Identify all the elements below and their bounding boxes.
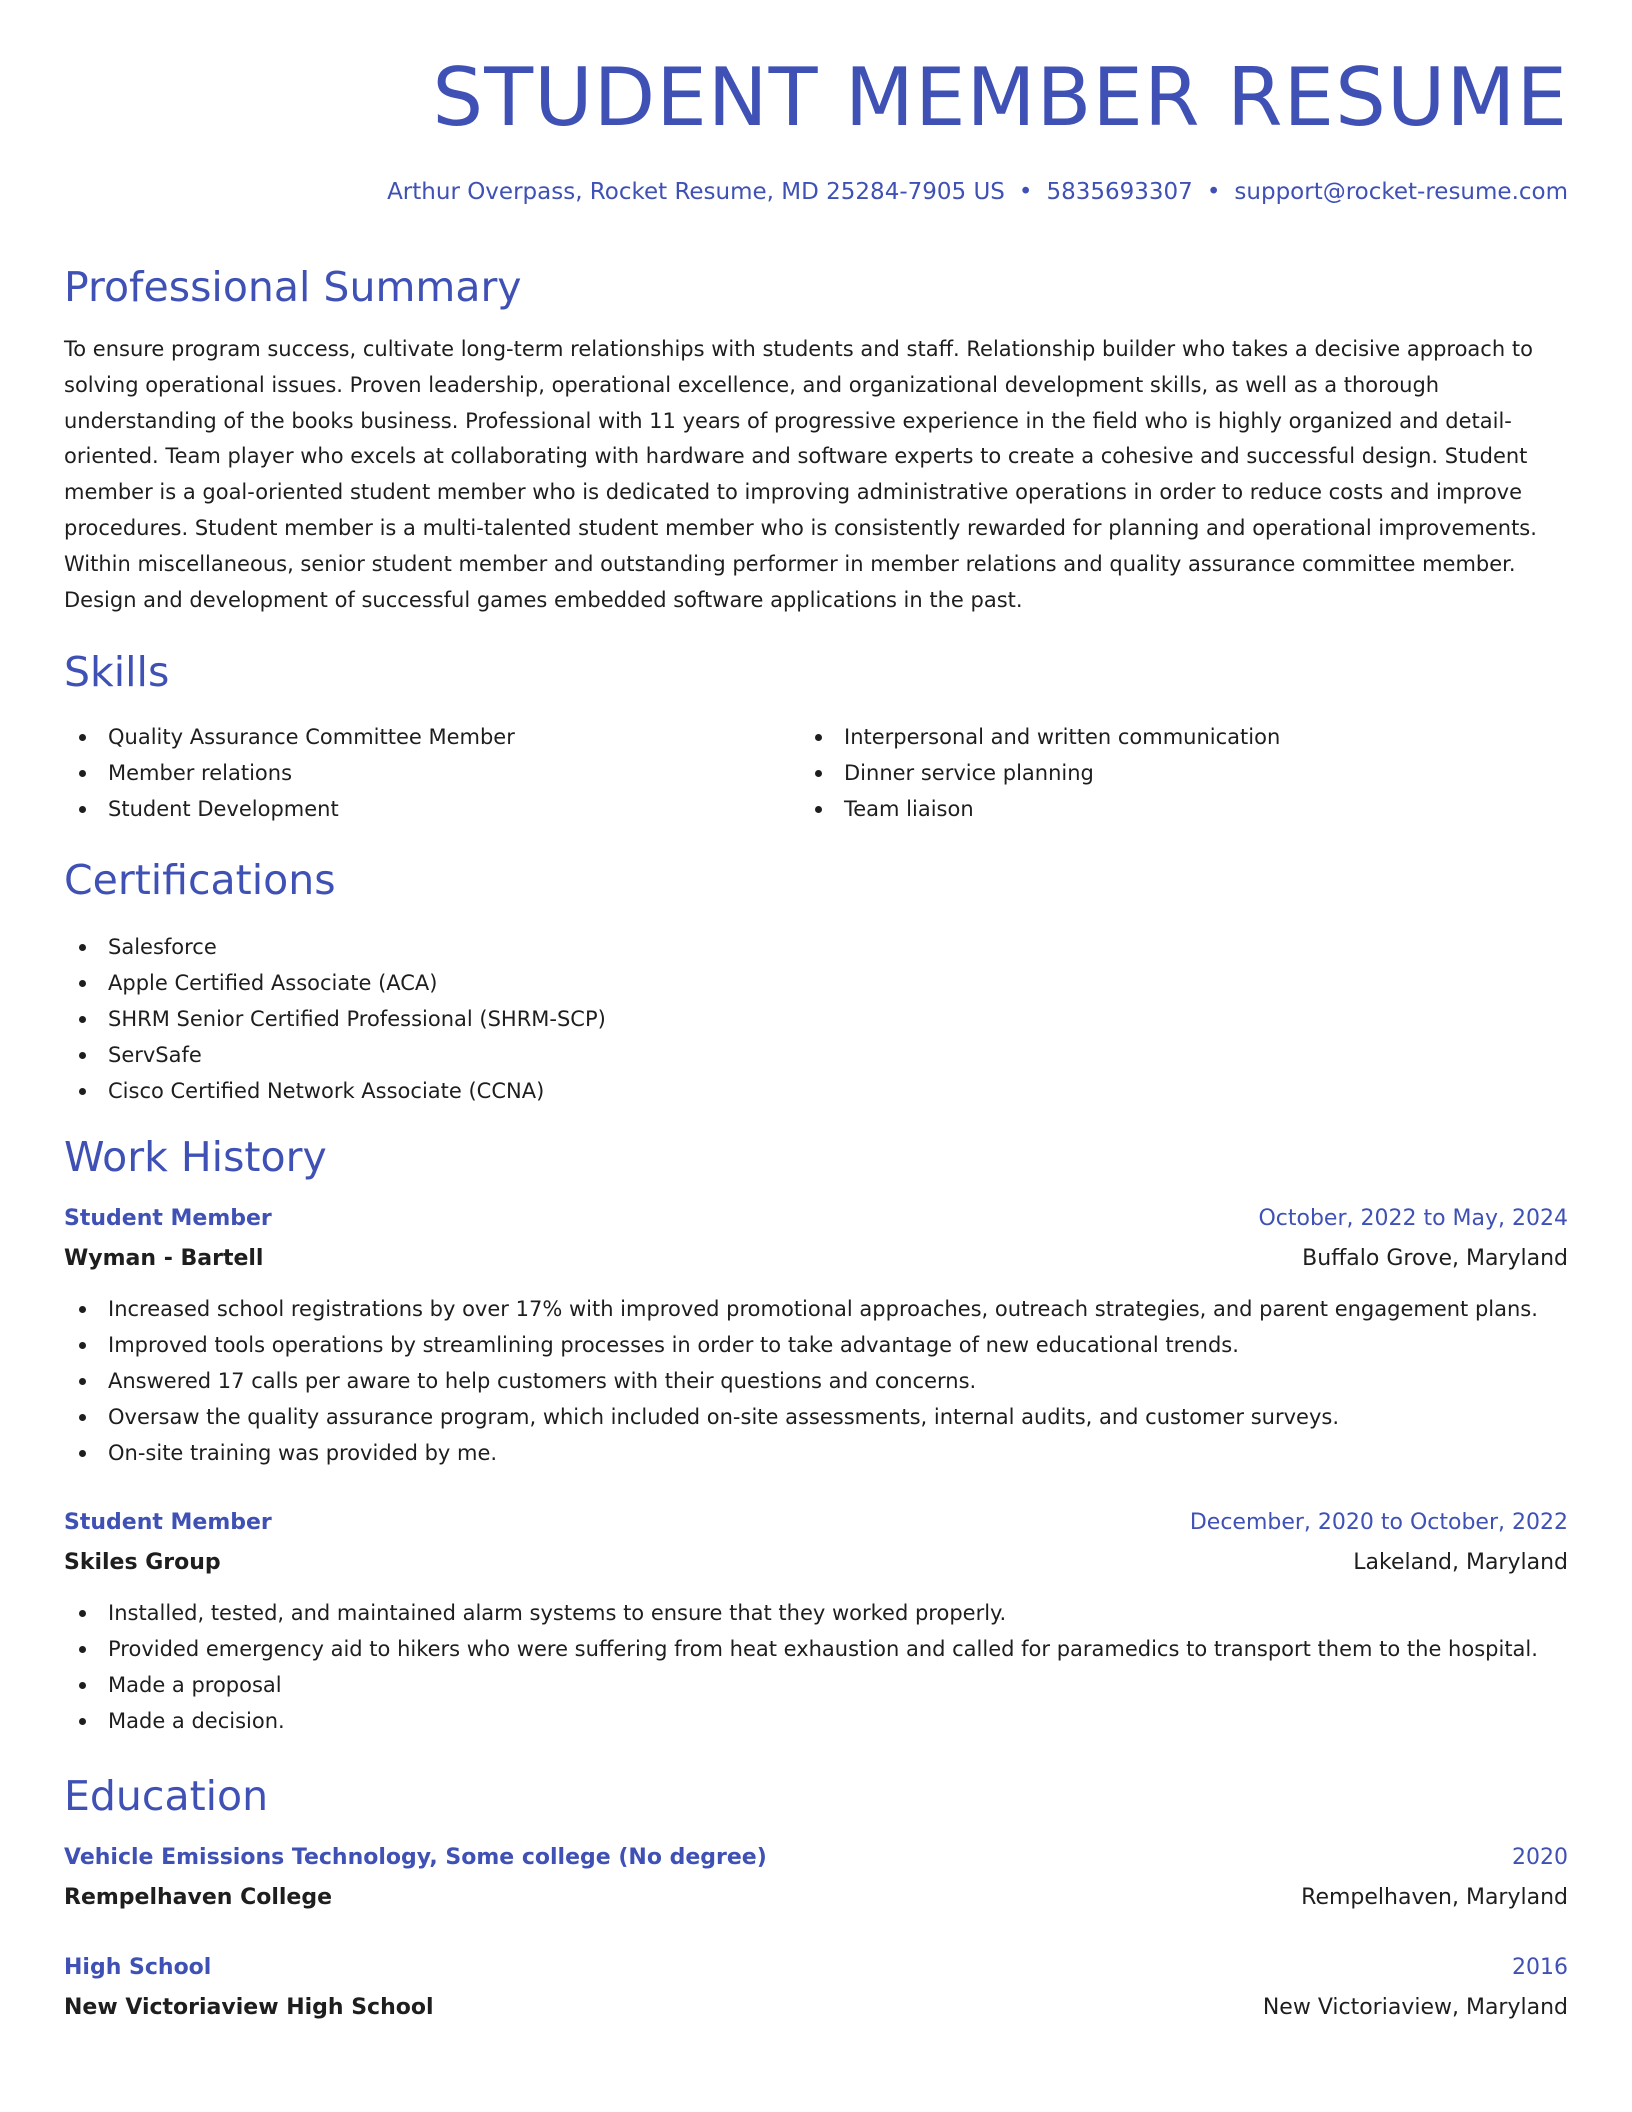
contact-line (387, 176, 1568, 208)
skill-item: Team liaison (800, 791, 1280, 827)
education-degree: High School (64, 1955, 212, 1980)
job-header-row (64, 1503, 1568, 1543)
contact-email: support@rocket-resume.com (1234, 179, 1568, 205)
job-bullet: Made a decision. (64, 1703, 1568, 1739)
skill-item: Member relations (64, 755, 515, 791)
contact-address: Arthur Overpass, Rocket Resume, MD 25284-7905 US (387, 179, 1005, 205)
job-bullets (64, 1291, 1568, 1471)
education-entry (64, 1948, 1568, 2028)
job-dates: October, 2022 to May, 2024 (1258, 1206, 1568, 1231)
job-company-row (64, 1543, 1568, 1583)
resume-title: STUDENT MEMBER RESUME (432, 51, 1568, 144)
education-school: New Victoriaview High School (64, 1995, 434, 2020)
skills-list-left (64, 719, 515, 827)
skill-item: Interpersonal and written communication (800, 719, 1280, 755)
section-title-skills: Skills (64, 648, 170, 696)
job-bullet: Oversaw the quality assurance program, which included on-site assessments, internal audits, and customer surveys. (64, 1399, 1568, 1435)
skill-item: Student Development (64, 791, 515, 827)
section-title-certifications: Certifications (64, 856, 336, 904)
job-role: Student Member (64, 1206, 272, 1231)
certification-item: Salesforce (64, 929, 606, 965)
education-year: 2016 (1512, 1955, 1568, 1980)
section-title-education: Education (64, 1772, 269, 1820)
education-header-row (64, 1838, 1568, 1878)
certification-item: Apple Certified Associate (ACA) (64, 965, 606, 1001)
job-bullet: Made a proposal (64, 1667, 1568, 1703)
education-location: Rempelhaven, Maryland (1301, 1885, 1568, 1910)
skill-item: Quality Assurance Committee Member (64, 719, 515, 755)
job-bullets (64, 1595, 1568, 1739)
section-title-work-history: Work History (64, 1133, 327, 1181)
skills-list-right (800, 719, 1280, 827)
job-role: Student Member (64, 1510, 272, 1535)
job-entry (64, 1199, 1568, 1471)
education-school-row (64, 1878, 1568, 1918)
job-header-row (64, 1199, 1568, 1239)
certification-item: SHRM Senior Certified Professional (SHRM-SCP) (64, 1001, 606, 1037)
job-bullet: Improved tools operations by streamlining processes in order to take advantage of new educational trends. (64, 1327, 1568, 1363)
job-dates: December, 2020 to October, 2022 (1189, 1510, 1568, 1535)
job-bullet: Provided emergency aid to hikers who were suffering from heat exhaustion and called for paramedics to transport them to the hospital. (64, 1631, 1568, 1667)
job-bullet: Increased school registrations by over 17% with improved promotional approaches, outreach strategies, and parent engagement plans. (64, 1291, 1568, 1327)
certifications-list (64, 929, 606, 1109)
education-header-row (64, 1948, 1568, 1988)
education-degree: Vehicle Emissions Technology, Some college (No degree) (64, 1845, 767, 1870)
section-title-summary: Professional Summary (64, 263, 522, 311)
job-company: Wyman - Bartell (64, 1246, 264, 1271)
education-location: New Victoriaview, Maryland (1262, 1995, 1568, 2020)
skill-item: Dinner service planning (800, 755, 1280, 791)
education-school-row (64, 1988, 1568, 2028)
job-bullet: Installed, tested, and maintained alarm systems to ensure that they worked properly. (64, 1595, 1568, 1631)
certification-item: ServSafe (64, 1037, 606, 1073)
job-bullet: Answered 17 calls per aware to help customers with their questions and concerns. (64, 1363, 1568, 1399)
job-location: Lakeland, Maryland (1353, 1550, 1568, 1575)
job-entry (64, 1503, 1568, 1739)
job-location: Buffalo Grove, Maryland (1302, 1246, 1568, 1271)
education-school: Rempelhaven College (64, 1885, 333, 1910)
summary-text: To ensure program success, cultivate long-term relationships with students and staff. Relationship builder who takes a decisive approach to solving operational issues. Proven leadership, operational excellence, and organizational development skills, as well as a thorough understanding of the books business. Professional with 11 years of progressive experience in the field who is highly organized and detail-oriented. Team player who excels at collaborating with hardware and software experts to create a cohesive and successful design. Student member is a goal-oriented student member who is dedicated to improving administrative operations in order to reduce costs and improve procedures. Student member is a multi-talented student member who is consistently rewarded for planning and operational improvements. Within miscellaneous, senior student member and outstanding performer in member relations and quality assurance committee member. Design and development of successful games embedded software applications in the past. (64, 337, 1537, 612)
job-company-row (64, 1239, 1568, 1279)
contact-separator: • (1206, 179, 1221, 205)
education-entry (64, 1838, 1568, 1918)
contact-phone: 5835693307 (1046, 179, 1193, 205)
contact-separator: • (1018, 179, 1033, 205)
job-company: Skiles Group (64, 1550, 221, 1575)
certification-item: Cisco Certified Network Associate (CCNA) (64, 1073, 606, 1109)
education-year: 2020 (1512, 1845, 1568, 1870)
job-bullet: On-site training was provided by me. (64, 1435, 1568, 1471)
